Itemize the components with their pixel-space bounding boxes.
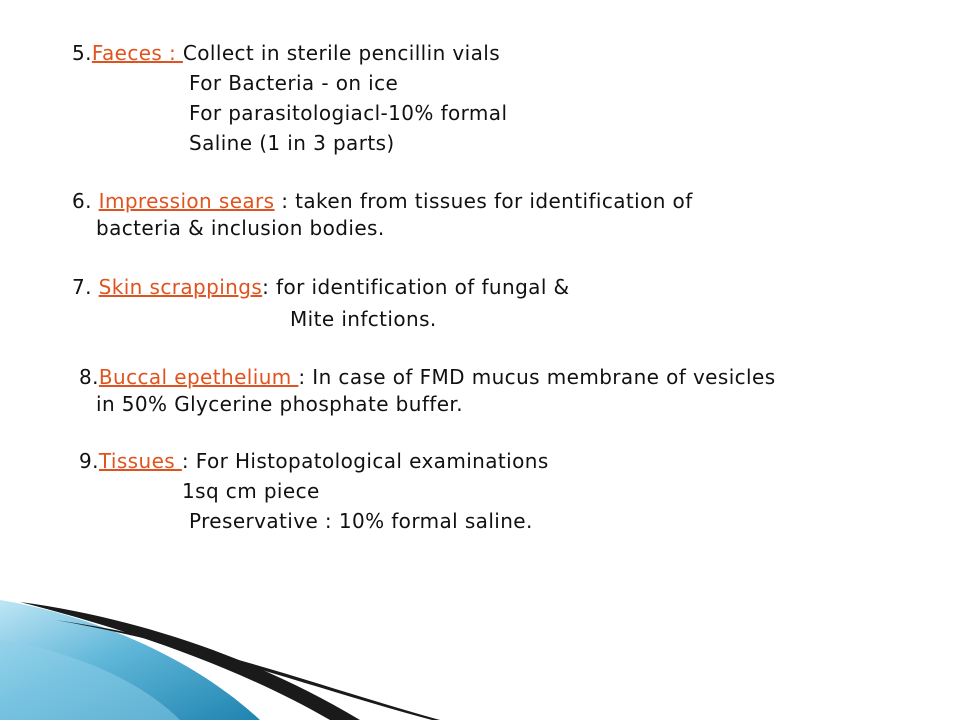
item-number: 9.	[79, 449, 99, 473]
sub-line: For parasitologiacl-10% formal	[189, 101, 508, 125]
item-text: : In case of FMD mucus membrane of vesicles	[298, 365, 776, 389]
item-number: 5.	[72, 41, 92, 65]
continuation-line: bacteria & inclusion bodies.	[96, 216, 385, 240]
sub-line: Preservative : 10% formal saline.	[189, 509, 533, 533]
item-text: Collect in sterile pencillin vials	[182, 41, 501, 65]
item-term-tissues: Tissues	[98, 449, 182, 473]
item-term-faeces: Faeces :	[91, 41, 183, 65]
item-term-buccal: Buccal epethelium	[98, 365, 299, 389]
sub-line: Mite infctions.	[290, 307, 437, 331]
continuation-line: in 50% Glycerine phosphate buffer.	[96, 392, 463, 416]
sub-line: 1sq cm piece	[182, 479, 320, 503]
item-text: : taken from tissues for identification of	[274, 189, 693, 213]
item-term-impression: Impression sears	[98, 189, 275, 213]
item-text: : for identification of fungal &	[262, 275, 570, 299]
item-number: 6.	[72, 189, 99, 213]
item-text: : For Histopatological examinations	[181, 449, 549, 473]
sub-line: For Bacteria - on ice	[189, 71, 399, 95]
item-number: 8.	[79, 365, 99, 389]
item-term-skin: Skin scrappings	[98, 275, 263, 299]
item-number: 7.	[72, 275, 99, 299]
sub-line: Saline (1 in 3 parts)	[189, 131, 395, 155]
